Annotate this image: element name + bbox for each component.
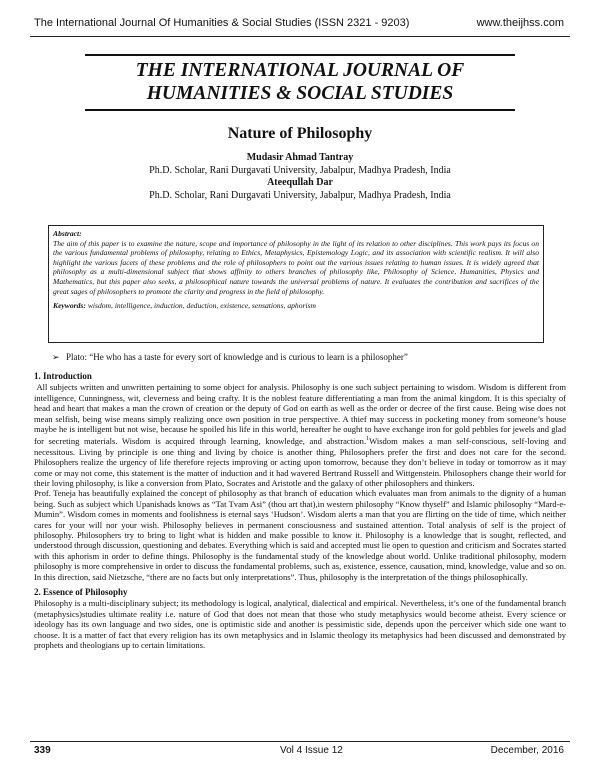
plato-quote bbox=[52, 352, 408, 363]
paper-title: Nature of Philosophy bbox=[227, 125, 373, 142]
volume-issue: Vol 4 Issue 12 bbox=[280, 745, 343, 756]
publication-date: December, 2016 bbox=[490, 745, 564, 756]
header-journal-name: The International Journal Of Humanities & Social Studies (ISSN 2321 - 9203) bbox=[34, 17, 410, 29]
footnote-marker[interactable]: 1 bbox=[366, 436, 370, 443]
author-affiliation: Ph.D. Scholar, Rani Durgavati University, Jabalpur, Madhya Pradesh, India bbox=[149, 164, 451, 176]
author-name: Ateequllah Dar bbox=[267, 177, 333, 188]
paragraph-text: All subjects written and unwritten pertaining to some object for analysis. Philosophy is one such subject pertaining to wisdom. Wisdom is different from intelligence, Cunningness, wit, cleverness and being crafty. It is the noblest feature differentiating a man from the animal kingdom. It is this specialty of head and heart that makes a man the crown of creation or the deputy of God on earth as well as the order or decree of the first cause. Being wise does not mean selfish, being wise means simply realizing once own position in true perspective. A thief may success in pocketing money from someone’s house maybe he is intelligent but not wise, because he spoiled his life in this world, hereafter he ought to have exchange iron for gold pebbles for jewels and glad for secreting materials. Wisdom is acquired through learning, knowledge, and abstraction. bbox=[34, 382, 566, 447]
page-number: 339 bbox=[34, 745, 51, 756]
paragraph-text: Wisdom makes a man self-conscious, self-loving and necessitous. Living by principle is one thing and living by choice is another thing, Philosophers prefer the first and does not care for the second. Philosophers realize the urgency of life therefore rejects improving or acting upon tomorrow, because they don’t believe in today or tomorrow as it may come or may not come, this statement is the matter of induction and it had wavered Bertrand Russell and Wittgenstein. Philosophers change their world for their loving philosophy, is like a conversion from Plato, Socrates and Aristotle and the galaxy of other philosophers and thinkers. bbox=[34, 436, 566, 488]
quote-text: Plato: “He who has a taste for every sort of knowledge and is curious to learn is a philosopher” bbox=[66, 352, 408, 362]
keywords-label: Keywords: bbox=[53, 301, 86, 311]
abstract-box bbox=[48, 225, 544, 343]
journal-title-banner bbox=[85, 54, 515, 111]
author-name: Mudasir Ahmad Tantray bbox=[246, 152, 354, 163]
section-heading-introduction: 1. Introduction bbox=[34, 371, 92, 381]
section-heading-essence: 2. Essence of Philosophy bbox=[34, 586, 128, 597]
page-footer bbox=[30, 741, 570, 762]
abstract-label: Abstract: bbox=[53, 229, 82, 238]
paragraph bbox=[34, 382, 566, 488]
author-affiliation: Ph.D. Scholar, Rani Durgavati University, Jabalpur, Madhya Pradesh, India bbox=[149, 189, 451, 201]
arrow-bullet-icon: ➢ bbox=[52, 352, 60, 362]
header-website: www.theijhss.com bbox=[476, 17, 564, 29]
paragraph: Prof. Teneja has beautifully explained the concept of philosophy as that branch of education which evaluates man from animals to the dignity of a human being. Such as subject which Upanishads knows as “Tat Tvam Asi” (thou art that),in western philosophy “Know thyself” and Islamic philosophy “Mard-e-Mumin”. Wisdom comes in moments and foolishness is eternal says ‘Hudson’. Wisdom alerts a man that you are flirting on the tide of time, which neither cares for your will nor your wish. Philosophy believes in permanent consciousness and sustained attention. Total analysis of self is the project of philosophy. Philosophers try to bring to light what is hidden and make possible to know it. Philosophy is a knowledge that is sought, reflected, and understood through discussion, questioning and debates. Everything which is said and accepted must lie open to question and criticism and Socrates started with this aphorism in order to define things. Philosophy is the fundamental study of the knowledge about world. Unlike traditional philosophy, modern philosophy is more comprehensive in order to discuss the fundamental problems, such as, existence, essence, causation, mind, knowledge, value and so on. In this direction, said Nietzsche, “there are no facts but only interpretations”. Thus, philosophy is the interpretation of the things philosophically. bbox=[34, 488, 566, 582]
author-block bbox=[0, 152, 600, 202]
keywords-text: wisdom, intelligence, induction, deduction, existence, sensations, aphorism bbox=[87, 301, 317, 311]
body-text bbox=[34, 366, 566, 650]
abstract-text: The aim of this paper is to examine the nature, scope and importance of philosophy in the light of its relation to other disciplines. This work pays its focus on the various fundamental problems of philosophy, relating to Ethics, Metaphysics, Epistemology Logic, and its association with scientific realism. It will also highlight the various facets of these problems and the role of philosophers to point out the various issues relating to human issues. It is widely agreed that philosophy as a multi-dimensional subject that shows affinity to others branches of philosophy like, Philosophy of Science, Humanities, Physics and Mathematics, but this paper also seeks, a philosophical nature towards the universal problems of nature. It evaluates the contribution and sacrifices of the great sages of philosophers to promote the clarity and progress in the field of philosophy. bbox=[53, 238, 539, 296]
running-header bbox=[30, 14, 570, 37]
keywords-line bbox=[53, 301, 539, 311]
journal-title-line-2: HUMANITIES & SOCIAL STUDIES bbox=[146, 83, 454, 104]
journal-title-line-1: THE INTERNATIONAL JOURNAL OF bbox=[135, 60, 465, 81]
paragraph: Philosophy is a multi-disciplinary subject; its methodology is logical, analytical, dialectical and empirical. Nevertheless, it’s one of the fundamental branch (metaphysics)studies ultimate reality i.e. nature of God that does not mean that those who study metaphysics would become atheist. Every science or ideology has its own language and two sides, one is optimistic side and another is pessimistic side, depends upon the perceiver which side one want to choose. It is a matter of fact that every religion has its own metaphysics and in Islamic theology its metaphysics had been discussed and demonstrated by prophets and theologians up to certain limitations. bbox=[34, 598, 566, 650]
